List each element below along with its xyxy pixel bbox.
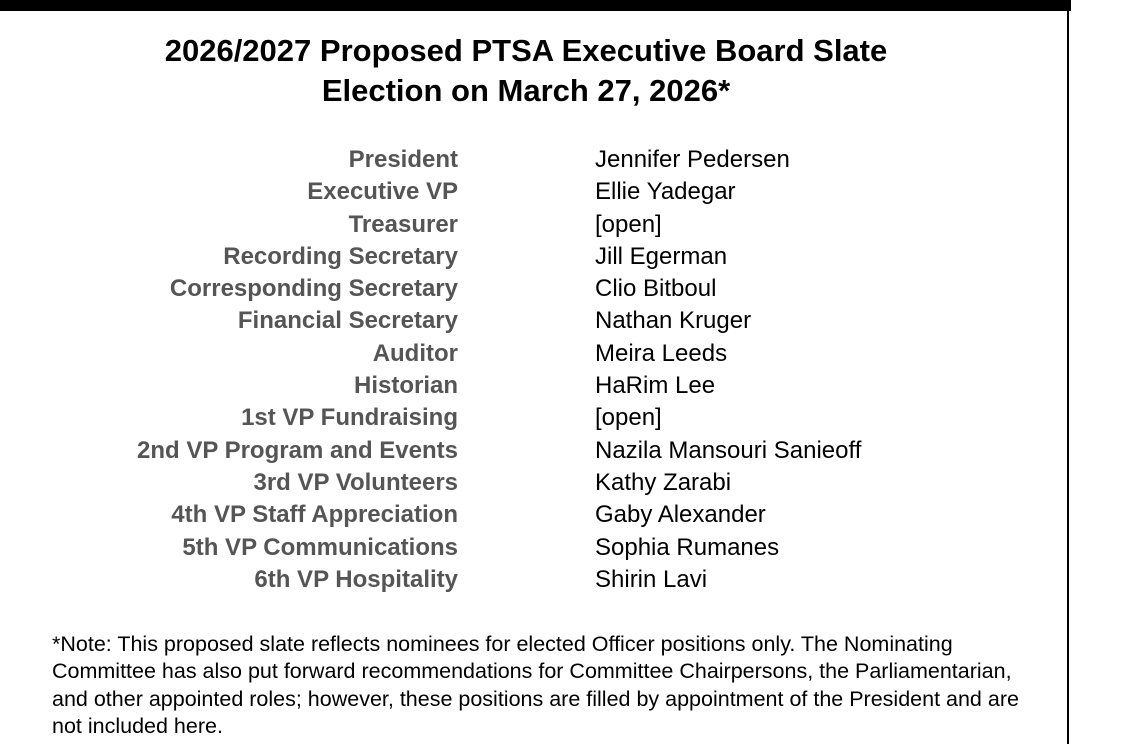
nominee-name: Meira Leeds [595, 339, 728, 367]
position-label: Financial Secretary [237, 307, 458, 335]
position-label: Treasurer [348, 210, 458, 238]
position-label: 5th VP Communications [182, 533, 458, 561]
position-label: 2nd VP Program and Events [137, 436, 458, 464]
slate-row [0, 532, 1060, 564]
position-label: Historian [353, 372, 458, 400]
board-slate-list [0, 144, 1060, 596]
slate-row [0, 241, 1060, 273]
nominee-name: Nazila Mansouri Sanieoff [595, 436, 862, 464]
nominee-name: Ellie Yadegar [595, 178, 736, 206]
position-label: President [348, 146, 458, 173]
position-label: Recording Secretary [223, 242, 458, 270]
title-line-2: Election on March 27, 2026* [321, 73, 731, 108]
title-line-1: 2026/2027 Proposed PTSA Executive Board Slate [164, 33, 888, 68]
nominee-name: HaRim Lee [595, 372, 716, 400]
slate-row [0, 209, 1060, 241]
nominee-name: Clio Bitboul [595, 275, 717, 303]
slate-row [0, 564, 1060, 596]
nominee-name: Kathy Zarabi [595, 468, 732, 496]
slate-row [0, 467, 1060, 499]
position-label: Auditor [372, 339, 458, 367]
nominee-name: Jill Egerman [595, 242, 728, 270]
nominee-name: Shirin Lavi [595, 565, 708, 593]
nominee-name: Nathan Kruger [595, 307, 752, 335]
slate-row [0, 144, 1060, 176]
slate-row [0, 370, 1060, 402]
position-label: 3rd VP Volunteers [253, 468, 458, 496]
slate-row [0, 176, 1060, 208]
right-border-line [1067, 0, 1069, 744]
nominee-name: [open] [595, 404, 662, 432]
position-label: 6th VP Hospitality [254, 565, 458, 593]
slate-row [0, 499, 1060, 531]
position-label: 4th VP Staff Appreciation [171, 501, 458, 529]
position-label: 1st VP Fundraising [241, 404, 458, 432]
slate-row [0, 435, 1060, 467]
slate-row [0, 305, 1060, 337]
slate-row [0, 402, 1060, 434]
nominee-name: [open] [595, 210, 662, 238]
page-title [0, 31, 1052, 111]
position-label: Corresponding Secretary [169, 275, 458, 303]
nominee-name: Sophia Rumanes [595, 533, 780, 561]
footnote-text: *Note: This proposed slate reflects nominees for elected Officer positions only. The Nominating Committee has also put forward recommendations for Committee Chairpersons, the Parliamentarian, and other appointed roles; however, these positions are filled by appointment of the President and are not included here. [52, 632, 1019, 738]
top-border-bar [0, 0, 1071, 11]
nominee-name: Gaby Alexander [595, 501, 766, 529]
slate-row [0, 338, 1060, 370]
slate-row [0, 273, 1060, 305]
nominee-name: Jennifer Pedersen [595, 146, 790, 173]
position-label: Executive VP [307, 178, 458, 206]
